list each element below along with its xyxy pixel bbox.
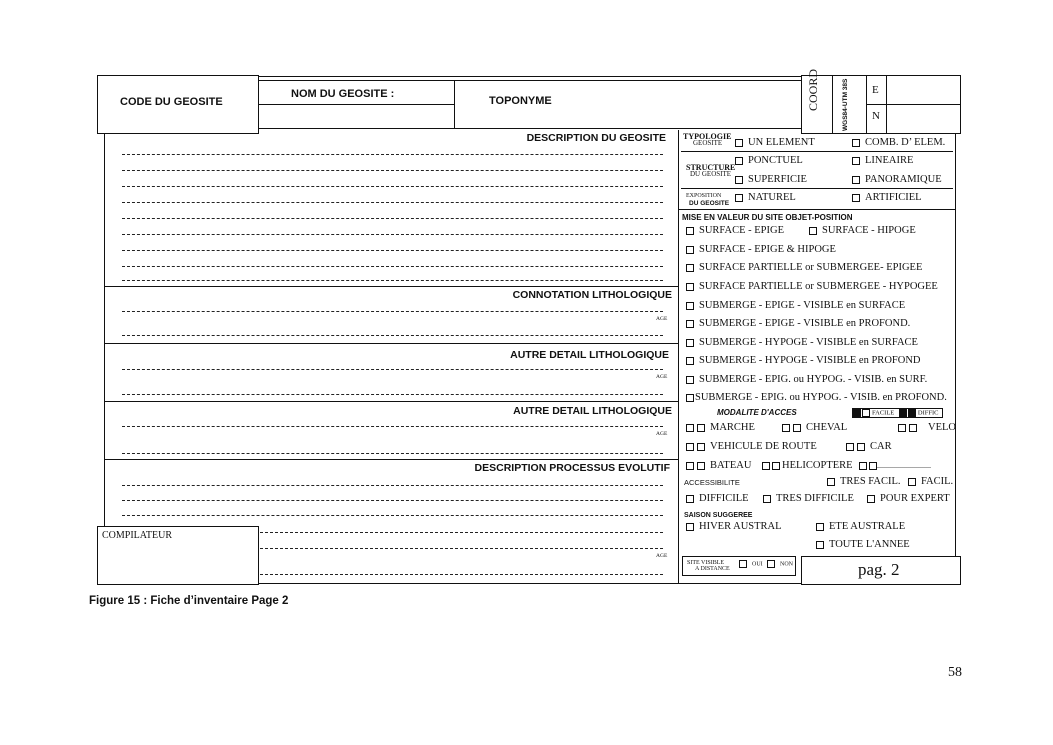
nom-geosite-box[interactable] [258,80,455,129]
checkbox[interactable] [739,560,747,568]
checkbox[interactable] [686,283,694,291]
accessibilite-title: ACCESSIBILITE [684,478,740,487]
option-surface-partielle-epigee[interactable]: SURFACE PARTIELLE or SUBMERGEE- EPIGEE [686,262,922,274]
checkbox[interactable] [857,443,865,451]
coord-box [801,68,961,134]
option-tres-difficile[interactable]: TRES DIFFICILE [763,493,854,505]
option-hiver-austral[interactable]: HIVER AUSTRAL [686,521,782,533]
checkbox[interactable] [908,478,916,486]
option-submerge-hypoge-profond[interactable]: SUBMERGE - HYPOGE - VISIBLE en PROFOND [686,355,920,367]
option-submerge-epig-hypog-surf[interactable]: SUBMERGE - EPIG. ou HYPOG. - VISIB. en SURF. [686,374,927,386]
checkbox[interactable] [735,157,743,165]
structure-subtitle: DU GEOSITE [690,170,732,178]
checkbox[interactable] [686,357,694,365]
checkbox[interactable] [686,264,694,272]
option-submerge-hypoge-surface[interactable]: SUBMERGE - HYPOGE - VISIBLE en SURFACE [686,337,918,349]
form-body [104,76,956,584]
option-autre-acces[interactable]: ........................... [859,460,931,472]
checkbox[interactable] [852,139,860,147]
compilateur-label: COMPILATEUR [102,530,173,541]
checkbox[interactable] [782,424,790,432]
a-distance-label: A DISTANCE [695,566,730,572]
age-label: AGE [656,374,668,380]
option-vehicule[interactable]: VEHICULE DE ROUTE [686,441,817,453]
n-label: N [872,110,880,122]
nom-geosite-label: NOM DU GEOSITE : [291,88,395,100]
checkbox[interactable] [762,462,770,470]
option-panoramique[interactable]: PANORAMIQUE [852,174,942,186]
facile-diffic-legend: FACILE DIFFIC [852,408,943,418]
checkbox[interactable] [852,157,860,165]
checkbox[interactable] [909,424,917,432]
checkbox[interactable] [852,194,860,202]
option-difficile[interactable]: DIFFICILE [686,493,749,505]
site-visible-box [682,556,796,576]
option-facil[interactable]: FACIL. [908,476,953,488]
typologie-subtitle: GEOSITE [693,139,723,147]
option-pour-expert[interactable]: POUR EXPERT [867,493,950,505]
structure-title: STRUCTURE [686,163,736,172]
checkbox[interactable] [793,424,801,432]
compilateur-box[interactable] [97,526,259,585]
checkbox[interactable] [846,443,854,451]
option-car[interactable]: CAR [846,441,892,453]
code-geosite-box[interactable] [97,75,259,134]
age-label: AGE [656,316,668,322]
checkbox[interactable] [859,462,867,470]
page-label: pag. 2 [858,560,900,579]
option-submerge-epig-hypog-profond[interactable]: SUBMERGE - EPIG. ou HYPOG. - VISIB. en PROFOND. [686,392,947,404]
toponyme-box[interactable] [454,80,802,129]
option-ponctuel[interactable]: PONCTUEL [735,155,803,167]
checkbox[interactable] [686,443,694,451]
checkbox[interactable] [809,227,817,235]
e-label: E [872,84,879,96]
checkbox[interactable] [686,523,694,531]
checkbox[interactable] [735,194,743,202]
coord-label: COORD [806,68,820,111]
exposition-title: EXPOSITION [686,193,722,199]
autre-detail-title-2: AUTRE DETAIL LITHOLOGIQUE [513,405,672,417]
option-ete-australe[interactable]: ETE AUSTRALE [816,521,905,533]
checkbox[interactable] [686,339,694,347]
figure-caption: Figure 15 : Fiche d’inventaire Page 2 [89,595,289,607]
checkbox[interactable] [686,227,694,235]
description-title: DESCRIPTION DU GEOSITE [526,132,666,144]
connotation-title: CONNOTATION LITHOLOGIQUE [512,289,672,301]
option-surface-partielle-hypogee[interactable]: SURFACE PARTIELLE or SUBMERGEE - HYPOGEE [686,281,938,293]
checkbox[interactable] [686,320,694,328]
option-helicoptere[interactable]: HELICOPTERE [762,460,853,472]
option-velo[interactable]: VELO [898,422,956,434]
option-non[interactable]: NON [767,560,793,568]
checkbox[interactable] [686,495,694,503]
site-visible-label: SITE VISIBLE [687,560,725,566]
checkbox[interactable] [735,139,743,147]
option-surface-hipoge[interactable]: SURFACE - HIPOGE [809,225,916,237]
checkbox[interactable] [763,495,771,503]
checkbox[interactable] [827,478,835,486]
checkbox[interactable] [686,302,694,310]
option-tres-facil[interactable]: TRES FACIL. [827,476,900,488]
checkbox[interactable] [697,424,705,432]
option-cheval[interactable]: CHEVAL [782,422,847,434]
checkbox[interactable] [686,376,694,384]
checkbox[interactable] [767,560,775,568]
exposition-subtitle: DU GEOSITE [689,200,730,207]
checkbox[interactable] [816,541,824,549]
code-geosite-label: CODE DU GEOSITE [120,96,223,108]
toponyme-label: TOPONYME [489,95,552,107]
option-surface-epige[interactable]: SURFACE - EPIGE [686,225,784,237]
option-artificiel[interactable]: ARTIFICIEL [852,192,922,204]
checkbox[interactable] [867,495,875,503]
checkbox[interactable] [697,443,705,451]
option-un-element[interactable]: UN ELEMENT [735,137,815,149]
age-label: AGE [656,553,668,559]
age-label: AGE [656,431,668,437]
processus-title: DESCRIPTION PROCESSUS EVOLUTIF [474,462,670,474]
typologie-title: TYPOLOGIE [683,132,732,141]
mise-en-valeur-title: MISE EN VALEUR DU SITE OBJET-POSITION [682,213,853,222]
checkbox[interactable] [852,176,860,184]
checkbox[interactable] [686,462,694,470]
option-naturel[interactable]: NATUREL [735,192,796,204]
option-submerge-epige-surface[interactable]: SUBMERGE - EPIGE - VISIBLE en SURFACE [686,300,905,312]
option-surface-epige-hipoge[interactable]: SURFACE - EPIGE & HIPOGE [686,244,836,256]
option-oui[interactable]: OUI [739,560,763,568]
checkbox[interactable] [697,462,705,470]
option-superficie[interactable]: SUPERFICIE [735,174,807,186]
option-comb-elem[interactable]: COMB. D’ ELEM. [852,137,945,149]
option-toute-annee[interactable]: TOUTE L'ANNEE [816,539,910,551]
option-marche[interactable]: MARCHE [686,422,755,434]
wgs-label: WGS84-UTM 38S [842,78,849,131]
page-number: 58 [948,665,962,680]
checkbox[interactable] [686,246,694,254]
checkbox[interactable] [869,462,877,470]
checkbox[interactable] [772,462,780,470]
checkbox[interactable] [686,394,694,402]
option-bateau[interactable]: BATEAU [686,460,751,472]
option-submerge-epige-profond[interactable]: SUBMERGE - EPIGE - VISIBLE en PROFOND. [686,318,910,330]
acces-title: MODALITE D'ACCES [717,408,797,417]
checkbox[interactable] [898,424,906,432]
option-lineaire[interactable]: LINEAIRE [852,155,913,167]
autre-detail-title-1: AUTRE DETAIL LITHOLOGIQUE [510,349,669,361]
checkbox[interactable] [735,176,743,184]
checkbox[interactable] [816,523,824,531]
checkbox[interactable] [686,424,694,432]
saison-title: SAISON SUGGEREE [684,512,753,519]
page-label-box [801,556,961,585]
